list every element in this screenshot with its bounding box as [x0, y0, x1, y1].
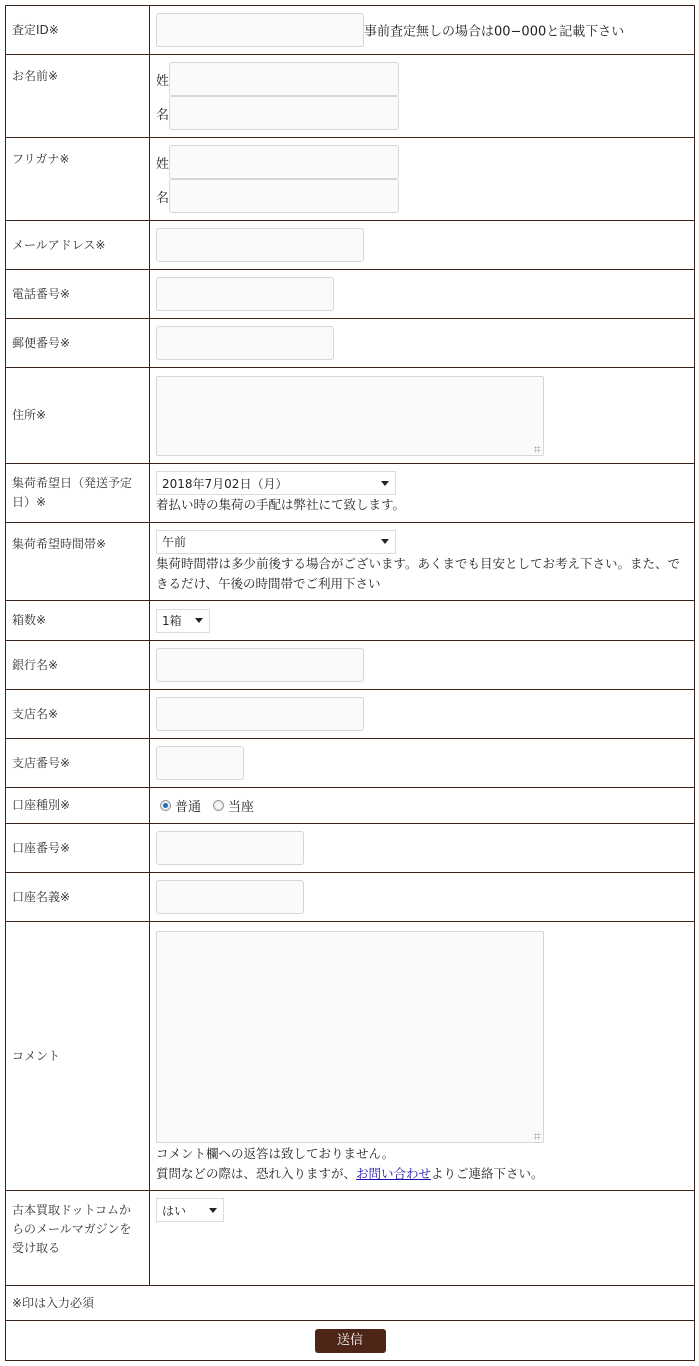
label-account-type: 口座種別※: [6, 788, 150, 824]
newsletter-select[interactable]: [156, 1198, 224, 1222]
branch-input[interactable]: [156, 697, 364, 731]
bank-input[interactable]: [156, 648, 364, 682]
row-zip: [6, 319, 695, 368]
satei-id-input[interactable]: [156, 13, 364, 47]
radio-futsu[interactable]: [160, 796, 201, 815]
radio-unchecked-icon[interactable]: [213, 800, 224, 811]
label-pickup-date: 集荷希望日（発送予定日）※: [6, 464, 150, 523]
label-branch: 支店名※: [6, 690, 150, 739]
label-comment: コメント: [6, 922, 150, 1191]
comment-textarea[interactable]: [156, 931, 544, 1143]
label-furigana-sei: 姓: [156, 156, 170, 172]
label-account-no: 口座番号※: [6, 824, 150, 873]
row-pickup-date: [6, 464, 695, 523]
label-newsletter: 古本買取ドットコムからのメールマガジンを受け取る: [6, 1191, 150, 1286]
row-comment: [6, 922, 695, 1191]
address-textarea[interactable]: [156, 376, 544, 456]
comment-note-2-post: よりご連絡下さい。: [431, 1166, 544, 1181]
comment-note-2-pre: 質問などの際は、恐れ入りますが、: [156, 1166, 357, 1181]
pickup-date-value: 2018年7月02日（月）: [162, 476, 288, 491]
pickup-time-note: 集荷時間帯は多少前後する場合がございます。あくまでも目安としてお考え下さい。また、できるだけ、午後の時間帯でご利用下さい: [156, 555, 681, 591]
row-email: [6, 221, 695, 270]
label-name-sei: 姓: [156, 73, 170, 89]
row-boxes: [6, 601, 695, 641]
comment-note-1: コメント欄への返答は致しておりません。: [156, 1146, 395, 1161]
row-account-type: [6, 788, 695, 824]
radio-futsu-label: 普通: [175, 800, 202, 815]
label-email: メールアドレス※: [6, 221, 150, 270]
pickup-time-select[interactable]: [156, 530, 396, 554]
label-pickup-time: 集荷希望時間帯※: [6, 523, 150, 601]
row-newsletter: [6, 1191, 695, 1286]
account-name-input[interactable]: [156, 880, 304, 914]
label-furigana-mei: 名: [156, 190, 170, 206]
row-tel: [6, 270, 695, 319]
label-satei-id: 査定ID※: [6, 6, 150, 55]
comment-note-2: [156, 1164, 688, 1184]
pickup-time-value: 午前: [162, 535, 187, 549]
label-tel: 電話番号※: [6, 270, 150, 319]
label-bank: 銀行名※: [6, 641, 150, 690]
branch-no-input[interactable]: [156, 746, 244, 780]
row-required-note: [6, 1286, 695, 1321]
chevron-down-icon: [195, 618, 203, 623]
name-mei-input[interactable]: [169, 96, 399, 130]
resize-grip-icon[interactable]: [534, 446, 541, 453]
row-branch-no: [6, 739, 695, 788]
row-account-name: [6, 873, 695, 922]
name-sei-input[interactable]: [169, 62, 399, 96]
pickup-date-select[interactable]: [156, 471, 396, 495]
row-branch: [6, 690, 695, 739]
application-form: [5, 5, 695, 1361]
zip-input[interactable]: [156, 326, 334, 360]
row-name: [6, 55, 695, 138]
submit-button[interactable]: 送信: [315, 1329, 386, 1353]
satei-id-hint: 事前査定無しの場合は00−000と記載下さい: [364, 24, 625, 40]
pickup-date-note: 着払い時の集荷の手配は弊社にて致します。: [156, 497, 406, 512]
row-pickup-time: [6, 523, 695, 601]
chevron-down-icon: [381, 481, 389, 486]
boxes-select[interactable]: [156, 609, 210, 633]
row-submit: [6, 1321, 695, 1361]
label-furigana: フリガナ※: [6, 138, 150, 221]
furigana-sei-input[interactable]: [169, 145, 399, 179]
chevron-down-icon: [381, 539, 389, 544]
newsletter-value: はい: [162, 1203, 187, 1218]
label-boxes: 箱数※: [6, 601, 150, 641]
furigana-mei-input[interactable]: [169, 179, 399, 213]
row-address: [6, 368, 695, 464]
label-address: 住所※: [6, 368, 150, 464]
chevron-down-icon: [209, 1208, 217, 1213]
contact-link[interactable]: お問い合わせ: [356, 1166, 432, 1181]
email-input[interactable]: [156, 228, 364, 262]
resize-grip-icon[interactable]: [534, 1133, 541, 1140]
boxes-value: 1箱: [162, 614, 182, 628]
radio-touza[interactable]: [213, 796, 254, 815]
row-furigana: [6, 138, 695, 221]
row-account-no: [6, 824, 695, 873]
label-account-name: 口座名義※: [6, 873, 150, 922]
row-bank: [6, 641, 695, 690]
required-note: ※印は入力必須: [6, 1286, 695, 1321]
account-no-input[interactable]: [156, 831, 304, 865]
radio-touza-label: 当座: [227, 800, 254, 815]
label-branch-no: 支店番号※: [6, 739, 150, 788]
row-satei-id: [6, 6, 695, 55]
label-zip: 郵便番号※: [6, 319, 150, 368]
label-name-mei: 名: [156, 107, 170, 123]
label-name: お名前※: [6, 55, 150, 138]
tel-input[interactable]: [156, 277, 334, 311]
radio-checked-icon[interactable]: [160, 800, 171, 811]
